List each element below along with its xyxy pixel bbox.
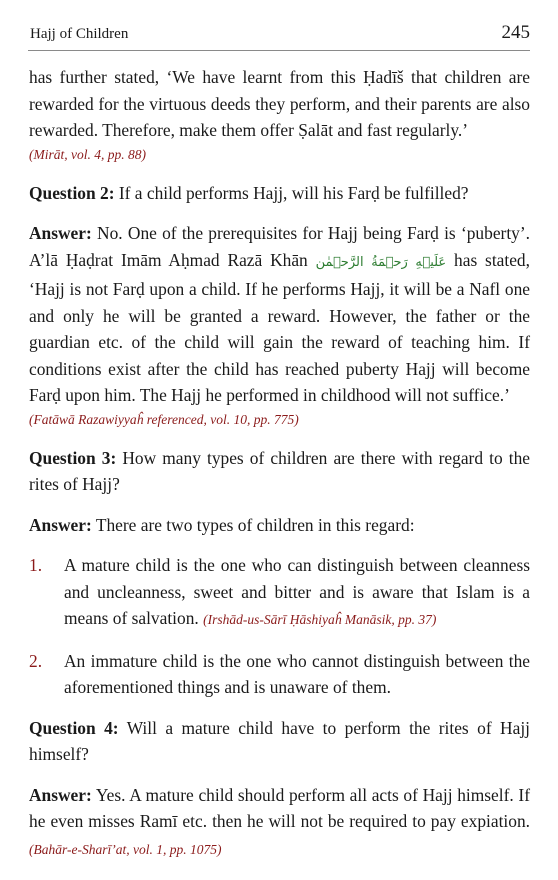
running-header bbox=[28, 22, 530, 51]
intro-reference: (Mirāt, vol. 4, pp. 88) bbox=[29, 146, 146, 162]
list-item bbox=[29, 552, 530, 634]
answer-4 bbox=[29, 782, 530, 864]
answer-2-text-1: No. One of the prerequisites for Hajj being Farḍ is ‘puberty’. A’lā Ḥaḍrat Imām Aḥmad Razā Khān bbox=[29, 223, 530, 270]
answer-3 bbox=[29, 512, 530, 539]
answer-3-label: Answer: bbox=[29, 514, 92, 535]
list-item-reference: (Irshād-us-Sārī Ḥāshiyaĥ Manāsik, pp. 37) bbox=[203, 612, 437, 627]
intro-paragraph bbox=[29, 64, 530, 166]
question-4 bbox=[29, 715, 530, 768]
page-body bbox=[29, 64, 530, 863]
question-3-text: How many types of children are there with regard to the rites of Hajj? bbox=[29, 447, 530, 494]
question-3-label: Question 3: bbox=[29, 447, 117, 468]
answer-2 bbox=[29, 220, 530, 431]
question-2-text: If a child performs Hajj, will his Farḍ be fulfilled? bbox=[114, 182, 469, 203]
question-4-text: Will a mature child have to perform the rites of Hajj himself? bbox=[29, 717, 530, 764]
question-2 bbox=[29, 180, 530, 207]
intro-text: has further stated, ‘We have learnt from this Ḥadīš that children are rewarded for the virtuous deeds they perform, and their parents are also rewarded. Therefore, make them offer Ṣalāt and fast regularly.’ bbox=[29, 67, 530, 140]
question-4-label: Question 4: bbox=[29, 717, 119, 738]
arabic-honorific: عَلَيۡهِ رَحۡمَةُ الرَّحۡمٰن bbox=[315, 254, 447, 270]
child-types-list bbox=[29, 552, 530, 701]
answer-2-label: Answer: bbox=[29, 223, 92, 243]
answer-2-reference: (Fatāwā Razawiyyaĥ referenced, vol. 10, pp. 775) bbox=[29, 411, 299, 427]
answer-3-text: There are two types of children in this regard: bbox=[91, 514, 415, 535]
question-2-label: Question 2: bbox=[29, 182, 115, 203]
answer-4-reference: (Bahār-e-Sharī’at, vol. 1, pp. 1075) bbox=[29, 841, 222, 857]
list-item-text: A mature child is the one who can distinguish between cleanness and uncleanness, sweet and bitter and is aware that Islam is a means of salvation. bbox=[64, 555, 530, 628]
list-item bbox=[29, 648, 530, 701]
question-3 bbox=[29, 445, 530, 498]
answer-4-text: Yes. A mature child should perform all acts of Hajj himself. If he even misses Ramī etc. then he will not be required to pay expiation. bbox=[29, 784, 530, 831]
answer-2-text-2: has stated, ‘Hajj is not Farḍ upon a child. If he performs Hajj, it will be a Nafl one and only he will be granted a reward. However, the father or the guardian etc. of the child will gain the reward of teaching him. If conditions exist after the child has reached puberty Hajj will become Farḍ upon him. The Hajj he performed in childhood will not suffice.’ bbox=[29, 249, 530, 405]
page-number: 245 bbox=[501, 22, 530, 43]
list-item-number: 1. bbox=[29, 555, 43, 575]
chapter-title: Hajj of Children bbox=[30, 26, 129, 42]
answer-4-label: Answer: bbox=[29, 784, 92, 805]
list-item-number: 2. bbox=[29, 650, 43, 671]
list-item-text: An immature child is the one who cannot distinguish between the aforementioned things and is unaware of them. bbox=[64, 650, 530, 697]
